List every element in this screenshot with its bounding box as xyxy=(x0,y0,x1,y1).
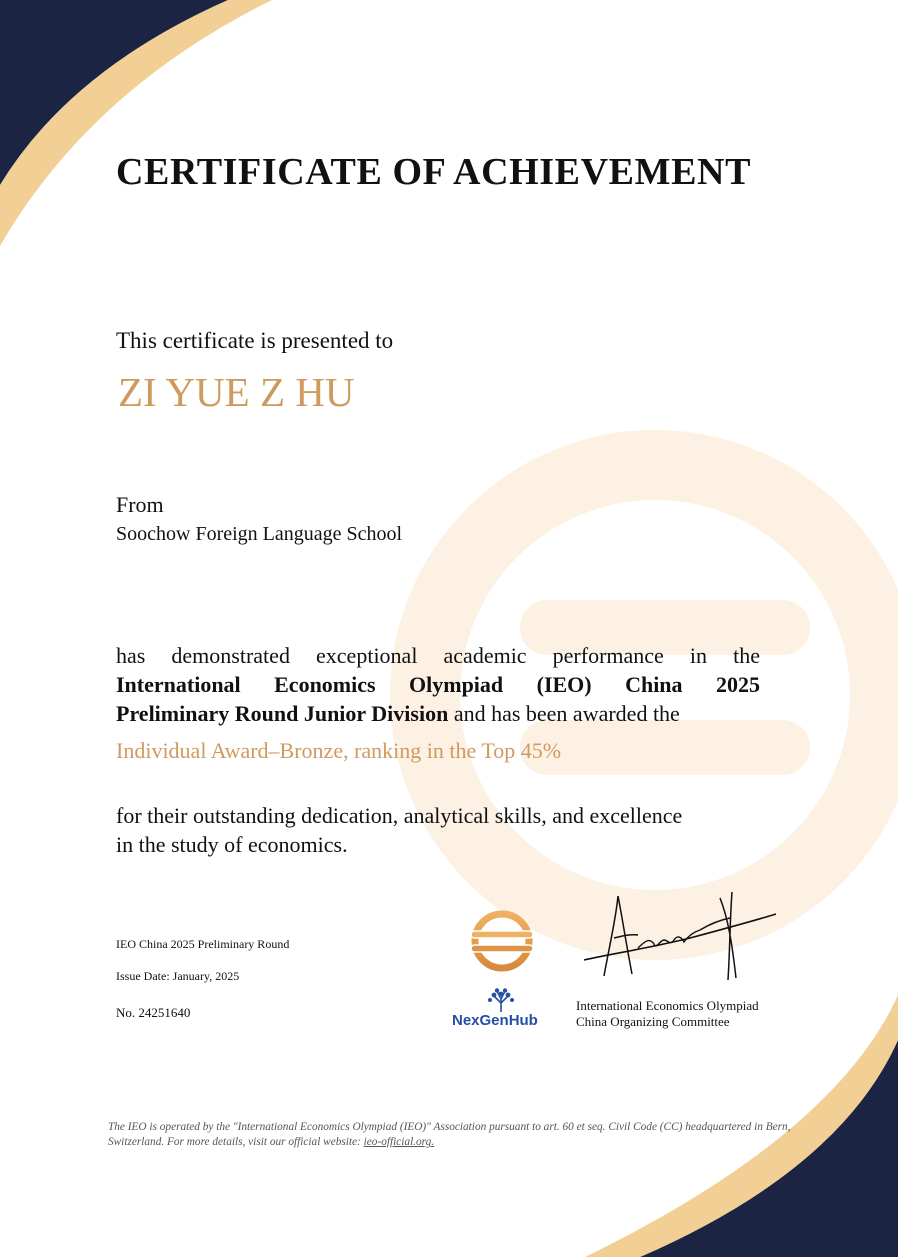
closing-line-2: in the study of economics. xyxy=(116,832,348,857)
issue-date: Issue Date: January, 2025 xyxy=(116,969,240,983)
committee-line-1: International Economics Olympiad xyxy=(576,998,759,1013)
school-name: Soochow Foreign Language School xyxy=(116,523,403,545)
website-link[interactable]: ieo-official.org. xyxy=(363,1136,435,1148)
nexgenhub-text: NexGenHub xyxy=(452,1012,538,1029)
footer-disclaimer xyxy=(108,1120,814,1150)
awarded-text: and has been awarded the xyxy=(448,701,680,726)
nexgenhub-label xyxy=(452,1012,538,1029)
certificate-title: CERTIFICATE OF ACHIEVEMENT xyxy=(116,151,752,193)
signature-icon xyxy=(580,888,780,983)
closing-line-1: for their outstanding dedication, analytical skills, and excellence xyxy=(116,803,683,828)
certificate-number: No. 24251640 xyxy=(116,1005,191,1020)
ieo-logo-icon xyxy=(468,908,536,974)
award-text: Individual Award–Bronze, ranking in the Top 45% xyxy=(116,738,562,763)
round-name: IEO China 2025 Preliminary Round xyxy=(116,937,290,951)
division-name: Preliminary Round Junior Division xyxy=(116,701,449,726)
footer-text: The IEO is operated by the "International Economics Olympiad (IEO)" Association pursuant to art. 60 et seq. Civil Code (CC) headquartered in Bern, Switzerland. For more details, visit our official website: xyxy=(108,1121,791,1148)
statement-line-3 xyxy=(116,699,760,728)
committee-line-2: China Organizing Committee xyxy=(576,1014,730,1029)
recipient-name: ZI YUE Z HU xyxy=(118,369,355,415)
presented-to-text: This certificate is presented to xyxy=(116,328,394,353)
statement-line-1: has demonstrated exceptional academic performance in the xyxy=(116,643,760,668)
closing-statement xyxy=(116,801,760,859)
competition-name: International Economics Olympiad (IEO) China 2025 xyxy=(116,672,760,697)
from-label: From xyxy=(116,492,164,517)
tree-icon xyxy=(485,987,517,1013)
achievement-statement xyxy=(116,641,760,728)
